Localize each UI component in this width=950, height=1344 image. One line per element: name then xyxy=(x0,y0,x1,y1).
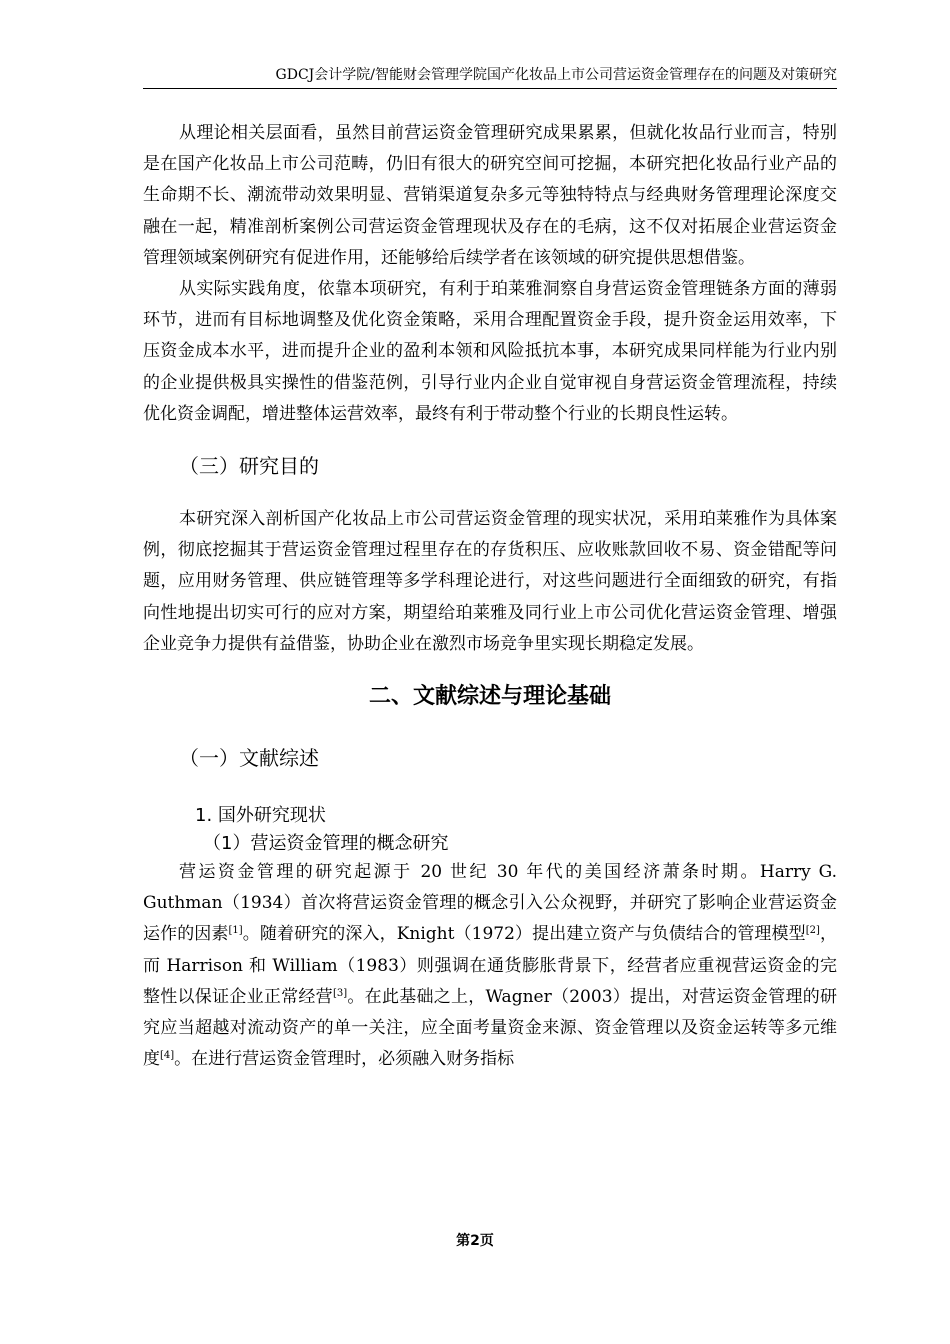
citation-1[interactable]: [1] xyxy=(228,925,243,937)
citation-3[interactable]: [3] xyxy=(332,987,348,999)
subsection-heading-foreign: 1. 国外研究现状 xyxy=(195,805,326,827)
page-number: 第2页 xyxy=(456,1233,494,1249)
subsubsection-heading-concept: （1）营运资金管理的概念研究 xyxy=(203,833,449,855)
literature-text-3: ，而 Harrison 和 William（1983）则强调在通货膨胀背景下，经营者应重视营运资金的完整性以保证企业正常经营 xyxy=(143,924,838,1007)
literature-text-4: 。在此基础之上，Wagner（2003）提出，对营运资金管理的研究应当超越对流动资产的单一关注，应全面考量资金来源、资金管理以及资金运转等多元维度 xyxy=(143,986,838,1070)
section-heading-purpose: （三）研究目的 xyxy=(179,454,319,479)
running-header: GDCJ会计学院/智能财会管理学院国产化妆品上市公司营运资金管理存在的问题及对策研究 xyxy=(275,67,837,83)
chapter-heading: 二、文献综述与理论基础 xyxy=(368,684,611,710)
literature-text-5: 。在进行营运资金管理时，必须融入财务指标 xyxy=(174,1049,515,1070)
page-body xyxy=(143,118,837,1075)
purpose-paragraph: 本研究深入剖析国产化妆品上市公司营运资金管理的现实状况，采用珀莱雅作为具体案例，彻底挖掘其于营运资金管理过程里存在的存货积压、应收账款回收不易、资金错配等问题，应用财务管理、供应链管理等多学科理论进行，对这些问题进行全面细致的研究，有指向性地提出切实可行的应对方案，期望给珀莱雅及同行业上市公司优化营运资金管理、增强企业竞争力提供有益借鉴，协助企业在激烈市场竞争里实现长期稳定发展。 xyxy=(143,509,837,654)
theory-paragraph: 从理论相关层面看，虽然目前营运资金管理研究成果累累，但就化妆品行业而言，特别是在国产化妆品上市公司范畴，仍旧有很大的研究空间可挖掘，本研究把化妆品行业产品的生命期不长、潮流带动效果明显、营销渠道复杂多元等独特特点与经典财务管理理论深度交融在一起，精准剖析案例公司营运资金管理现状及存在的毛病，这不仅对拓展企业营运资金管理领域案例研究有促进作用，还能够给后续学者在该领域的研究提供思想借鉴。 xyxy=(143,123,837,268)
citation-2[interactable]: [2] xyxy=(805,925,820,937)
header-rule xyxy=(143,88,837,89)
practice-paragraph: 从实际实践角度，依靠本项研究，有利于珀莱雅洞察自身营运资金管理链条方面的薄弱环节，进而有目标地调整及优化资金策略，采用合理配置资金手段，提升资金运用效率，下压资金成本水平，进而提升企业的盈利本领和风险抵抗本事，本研究成果同样能为行业内别的企业提供极具实操性的借鉴范例，引导行业内企业自觉审视自身营运资金管理流程，持续优化资金调配，增进整体运营效率，最终有利于带动整个行业的长期良性运转。 xyxy=(143,279,837,424)
literature-paragraph xyxy=(143,857,837,1075)
literature-text-1: 营运资金管理的研究起源于 20 世纪 30 年代的美国经济萧条时期。Harry G. Guthman（1934）首次将营运资金管理的概念引入公众视野，并研究了影响企业营运资金运作的因素 xyxy=(143,862,837,945)
section-heading-literature: （一）文献综述 xyxy=(179,746,319,771)
citation-4[interactable]: [4] xyxy=(160,1050,175,1062)
literature-text-2: 。随着研究的深入，Knight（1972）提出建立资产与负债结合的管理模型 xyxy=(242,924,806,945)
